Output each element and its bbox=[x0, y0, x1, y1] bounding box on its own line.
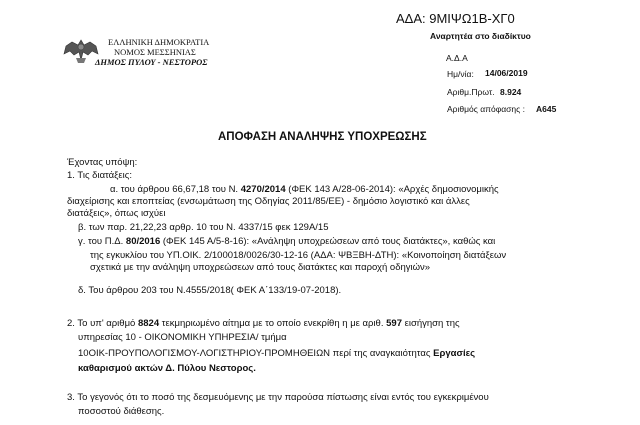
para-c-post: (ΦΕΚ 145 Α/5-8-16): «Ανάληψη υποχρεώσεων από τους διατάκτες», καθώς και bbox=[162, 236, 496, 247]
para3-line1: 3. Το γεγονός ότι το ποσό της δεσμευόμενης με την παρούσα πίστωσης είναι εντός του εγκεκριμένου bbox=[67, 392, 489, 403]
para2-line3-text: 10ΟΙΚ-ΠΡΟΥΠΟΛΟΓΙΣΜΟΥ-ΛΟΓΙΣΤΗΡΙΟΥ-ΠΡΟΜΗΘΕΙΩΝ περί της αναγκαιότητας bbox=[78, 348, 431, 359]
authority-line1: ΕΛΛΗΝΙΚΗ ΔΗΜΟΚΡΑΤΙΑ bbox=[108, 37, 210, 47]
para-c-pre: γ. του Π.Δ. bbox=[78, 236, 124, 247]
para2-line4: καθαρισμού ακτών Δ. Πύλου Νεστορος. bbox=[78, 363, 256, 374]
para-a-pre: α. του άρθρου 66,67,18 του Ν. bbox=[110, 184, 239, 195]
para2-line3 bbox=[78, 348, 475, 360]
ada-header: ΑΔΑ: 9ΜΙΨΩ1Β-ΧΓ0 bbox=[396, 11, 515, 26]
para2-mid: τεκμηριωμένο αίτημα με το οποίο ενεκρίθη η με αριθ. bbox=[161, 318, 384, 329]
para-c-line1 bbox=[78, 236, 495, 248]
decision-label: Αριθμός απόφασης : bbox=[447, 104, 525, 114]
para2-post: εισήγηση της bbox=[404, 318, 460, 329]
para2-request-number: 8824 bbox=[137, 318, 160, 329]
posted-label: Αναρτητέα στο διαδίκτυο bbox=[430, 31, 531, 41]
para-d-line: δ. Του άρθρου 203 του Ν.4555/2018( ΦΕΚ Α΄133/19-07-2018). bbox=[78, 285, 342, 296]
para2-line2: υπηρεσίας 10 - ΟΙΚΟΝΟΜΙΚΗ ΥΠΗΡΕΣΙΑ/ τμήμα bbox=[78, 332, 287, 343]
para2-proposal-number: 597 bbox=[386, 318, 402, 329]
item1-text: 1. Τις διατάξεις: bbox=[67, 170, 132, 181]
para-a-law: 4270/2014 bbox=[240, 184, 286, 195]
authority-line3: ΔΗΜΟΣ ΠΥΛΟΥ - ΝΕΣΤΟΡΟΣ bbox=[95, 57, 208, 67]
protocol-label: Αριθμ.Πρωτ. bbox=[447, 87, 495, 97]
intro-text: Έχοντας υπόψη: bbox=[67, 157, 138, 168]
para2-line3-bold: Εργασίες bbox=[433, 348, 476, 359]
para-a-line1 bbox=[110, 184, 499, 196]
para2-pre: 2. Το υπ' αριθμό bbox=[67, 318, 136, 329]
date-label: Ημ/νία: bbox=[447, 69, 474, 79]
para3-line2: ποσοστού διάθεσης. bbox=[78, 406, 165, 417]
para-a-line3: διατάξεις», όπως ισχύει bbox=[67, 208, 166, 219]
para-c-line2: της εγκυκλίου του ΥΠ.ΟΙΚ. 2/100018/0026/30-12-16 (ΑΔΑ: ΨΒΞΒΗ-ΔΤΗ): «Κοινοποίηση διατάξεων bbox=[90, 250, 507, 261]
document-title: ΑΠΟΦΑΣΗ ΑΝΑΛΗΨΗΣ ΥΠΟΧΡΕΩΣΗΣ bbox=[218, 131, 427, 143]
decision-value: Α645 bbox=[536, 104, 557, 114]
para-b-line: β. των παρ. 21,22,23 αρθρ. 10 του Ν. 4337/15 φεκ 129Α/15 bbox=[78, 222, 329, 233]
para-c-line3: σχετικά με την ανάληψη υποχρεώσεων από τους διατάκτες και παροχή οδηγιών» bbox=[90, 262, 431, 273]
para-c-decree: 80/2016 bbox=[125, 236, 161, 247]
para-a-post: (ΦΕΚ 143 Α/28-06-2014): «Αρχές δημοσιονομικής bbox=[288, 184, 499, 195]
ada-label: Α.Δ.Α bbox=[446, 53, 468, 63]
protocol-value: 8.924 bbox=[500, 87, 522, 97]
date-value: 14/06/2019 bbox=[485, 68, 528, 78]
para-a-line2: διαχείρισης και εποπτείας (ενσωμάτωση της Οδηγίας 2011/85/ΕΕ) - δημόσιο λογιστικό και άλλες bbox=[67, 196, 470, 207]
authority-line2: ΝΟΜΟΣ ΜΕΣΣΗΝΙΑΣ bbox=[114, 47, 196, 57]
para2-line1 bbox=[67, 318, 460, 330]
